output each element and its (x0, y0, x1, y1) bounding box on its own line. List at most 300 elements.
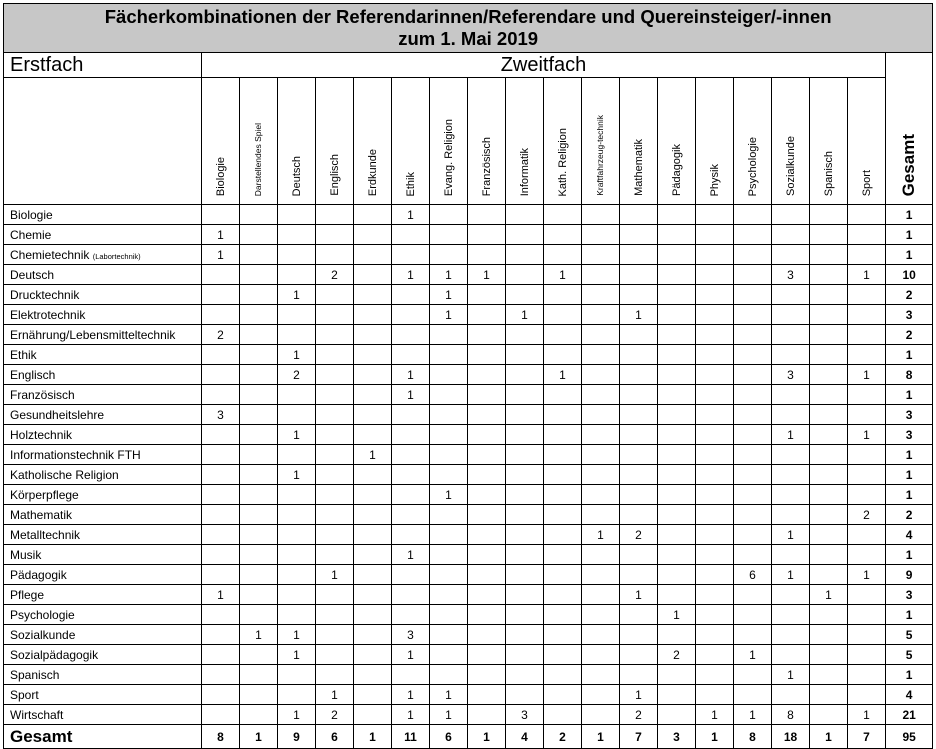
table-cell (392, 245, 430, 265)
table-cell (582, 325, 620, 345)
row-label-text: Sozialpädagogik (10, 647, 99, 662)
table-cell (734, 525, 772, 545)
table-cell (278, 205, 316, 225)
table-cell (544, 205, 582, 225)
table-cell (544, 425, 582, 445)
table-cell (582, 465, 620, 485)
table-cell (506, 625, 544, 645)
table-cell (240, 705, 278, 725)
table-row (4, 245, 933, 265)
table-cell: 2 (658, 645, 696, 665)
table-cell (696, 385, 734, 405)
table-cell (544, 605, 582, 625)
table-row (4, 585, 933, 605)
table-cell (544, 225, 582, 245)
table-cell (202, 545, 240, 565)
row-label-text: Wirtschaft (10, 707, 64, 722)
row-label-gesundheitslehre (4, 405, 202, 425)
table-cell (810, 205, 848, 225)
row-label-englisch (4, 365, 202, 385)
table-cell (620, 365, 658, 385)
table-cell (658, 585, 696, 605)
row-label-text: Holztechnik (10, 427, 73, 442)
table-cell (772, 345, 810, 365)
table-cell: 1 (772, 425, 810, 445)
column-header-label: Englisch (328, 154, 341, 196)
table-cell (430, 345, 468, 365)
table-cell (544, 465, 582, 485)
table-cell (544, 665, 582, 685)
table-cell: 1 (278, 425, 316, 445)
table-cell: 1 (392, 265, 430, 285)
table-cell (240, 345, 278, 365)
table-cell (658, 485, 696, 505)
table-cell (354, 225, 392, 245)
grand-total: 95 (886, 725, 933, 749)
table-cell: 1 (506, 305, 544, 325)
row-total: 1 (886, 245, 933, 265)
table-cell (658, 465, 696, 485)
table-cell (810, 325, 848, 345)
table-cell (430, 545, 468, 565)
table-row (4, 605, 933, 625)
table-cell (658, 425, 696, 445)
row-label-sport (4, 685, 202, 705)
table-cell (392, 405, 430, 425)
row-total: 1 (886, 545, 933, 565)
row-total: 1 (886, 385, 933, 405)
row-label-chemie (4, 225, 202, 245)
table-cell (468, 565, 506, 585)
table-cell (848, 665, 886, 685)
table-row (4, 485, 933, 505)
table-cell (468, 485, 506, 505)
table-cell (354, 505, 392, 525)
table-row (4, 205, 933, 225)
table-cell (316, 345, 354, 365)
table-cell (696, 245, 734, 265)
table-cell (430, 625, 468, 645)
table-cell (734, 425, 772, 445)
row-total: 4 (886, 685, 933, 705)
table-cell (316, 385, 354, 405)
table-cell: 1 (544, 365, 582, 385)
table-cell (430, 225, 468, 245)
table-cell (354, 305, 392, 325)
table-cell (506, 405, 544, 425)
table-cell (240, 565, 278, 585)
table-cell: 1 (430, 705, 468, 725)
table-cell (316, 245, 354, 265)
table-cell (772, 605, 810, 625)
table-cell (354, 645, 392, 665)
table-cell (582, 625, 620, 645)
table-cell (696, 605, 734, 625)
table-row (4, 505, 933, 525)
table-cell (468, 345, 506, 365)
table-cell (240, 265, 278, 285)
row-label-text: Informationstechnik FTH (10, 447, 141, 462)
table-cell: 1 (202, 245, 240, 265)
table-cell: 1 (278, 465, 316, 485)
table-cell (658, 445, 696, 465)
table-cell (506, 505, 544, 525)
table-cell: 1 (810, 585, 848, 605)
row-label-elektrotechnik (4, 305, 202, 325)
table-cell (772, 485, 810, 505)
table-cell (544, 545, 582, 565)
column-header-erdkunde (354, 78, 392, 205)
table-cell (582, 485, 620, 505)
table-cell (582, 605, 620, 625)
table-cell (544, 625, 582, 645)
table-row (4, 265, 933, 285)
table-cell (354, 385, 392, 405)
table-cell (810, 645, 848, 665)
table-cell (620, 225, 658, 245)
erstfach-header: Erstfach (4, 53, 202, 78)
table-cell (354, 425, 392, 445)
column-total: 9 (278, 725, 316, 749)
table-cell (848, 485, 886, 505)
table-cell (620, 205, 658, 225)
table-cell (620, 465, 658, 485)
table-cell (316, 505, 354, 525)
table-cell: 1 (202, 225, 240, 245)
column-header-kath-religion (544, 78, 582, 205)
table-cell (278, 245, 316, 265)
row-label-ethik (4, 345, 202, 365)
table-cell (620, 425, 658, 445)
table-cell (620, 545, 658, 565)
table-cell (506, 445, 544, 465)
table-cell (468, 365, 506, 385)
table-cell (734, 365, 772, 385)
table-cell (392, 585, 430, 605)
table-cell: 1 (658, 605, 696, 625)
gesamt-column-label: Gesamt (899, 133, 919, 196)
column-header-paedagogik (658, 78, 696, 205)
table-cell (620, 265, 658, 285)
table-cell (202, 305, 240, 325)
table-cell (468, 605, 506, 625)
table-cell (734, 325, 772, 345)
table-cell (392, 305, 430, 325)
table-cell (582, 565, 620, 585)
table-cell (506, 485, 544, 505)
table-cell (316, 285, 354, 305)
column-total: 1 (696, 725, 734, 749)
table-cell: 1 (392, 705, 430, 725)
table-cell (202, 385, 240, 405)
table-cell (430, 505, 468, 525)
row-total: 8 (886, 365, 933, 385)
table-cell (506, 525, 544, 545)
row-total: 5 (886, 625, 933, 645)
table-cell: 1 (392, 365, 430, 385)
table-cell (810, 565, 848, 585)
table-row (4, 665, 933, 685)
table-cell: 2 (620, 525, 658, 545)
column-total: 1 (240, 725, 278, 749)
table-cell (772, 325, 810, 345)
table-cell (848, 405, 886, 425)
table-cell (848, 385, 886, 405)
table-cell (316, 625, 354, 645)
table-cell (696, 625, 734, 645)
table-cell (468, 445, 506, 465)
table-cell (354, 265, 392, 285)
table-cell (316, 605, 354, 625)
column-header-deutsch (278, 78, 316, 205)
table-cell (468, 385, 506, 405)
table-cell (354, 365, 392, 385)
table-cell (544, 325, 582, 345)
table-cell (658, 245, 696, 265)
combination-table (3, 3, 933, 749)
table-cell (810, 625, 848, 645)
row-total: 1 (886, 345, 933, 365)
table-cell (202, 565, 240, 585)
table-row (4, 385, 933, 405)
row-total: 21 (886, 705, 933, 725)
table-cell (430, 385, 468, 405)
table-cell (278, 605, 316, 625)
row-label-text: Körperpflege (10, 487, 79, 502)
table-cell (772, 405, 810, 425)
table-cell (848, 245, 886, 265)
row-label-text: Musik (10, 547, 42, 562)
table-cell (696, 265, 734, 285)
table-cell (810, 505, 848, 525)
column-header-label: Deutsch (290, 155, 303, 196)
table-cell (430, 405, 468, 425)
table-row (4, 305, 933, 325)
row-label-text: Ernährung/Lebensmitteltechnik (10, 327, 176, 342)
table-cell (506, 585, 544, 605)
table-cell (240, 405, 278, 425)
table-cell (848, 225, 886, 245)
row-label-text: Pflege (10, 587, 45, 602)
table-cell (468, 205, 506, 225)
table-cell: 1 (392, 385, 430, 405)
table-cell (810, 465, 848, 485)
row-label-sozialkunde (4, 625, 202, 645)
column-header-evang-religion (430, 78, 468, 205)
table-cell: 1 (202, 585, 240, 605)
table-cell: 1 (430, 685, 468, 705)
table-cell (810, 525, 848, 545)
table-cell (620, 345, 658, 365)
row-total: 1 (886, 605, 933, 625)
table-cell (430, 585, 468, 605)
table-cell (810, 545, 848, 565)
table-cell (354, 565, 392, 585)
table-cell (240, 525, 278, 545)
table-cell (734, 385, 772, 405)
table-cell (734, 605, 772, 625)
table-cell (772, 505, 810, 525)
table-cell (658, 325, 696, 345)
table-cell (506, 605, 544, 625)
table-cell: 1 (392, 545, 430, 565)
title-line-1: Fächerkombinationen der Referendarinnen/Referendare und Quereinsteiger/-innen (104, 6, 832, 27)
column-total: 1 (468, 725, 506, 749)
table-cell (316, 545, 354, 565)
table-cell (240, 485, 278, 505)
table-cell (696, 645, 734, 665)
table-cell (696, 665, 734, 685)
row-total: 3 (886, 425, 933, 445)
table-cell (544, 525, 582, 545)
column-header-label: Mathematik (632, 139, 645, 196)
table-cell (392, 425, 430, 445)
row-total: 1 (886, 445, 933, 465)
table-cell (582, 305, 620, 325)
erstfach-blank-cell (4, 78, 202, 205)
column-header-ethik (392, 78, 430, 205)
table-cell (392, 665, 430, 685)
table-row (4, 365, 933, 385)
table-cell: 1 (240, 625, 278, 645)
table-cell: 1 (316, 685, 354, 705)
table-cell (316, 365, 354, 385)
table-row (4, 525, 933, 545)
table-cell (810, 245, 848, 265)
row-label-text: Elektrotechnik (10, 307, 86, 322)
table-cell: 1 (848, 365, 886, 385)
table-row (4, 645, 933, 665)
table-cell (506, 665, 544, 685)
table-cell (734, 665, 772, 685)
column-total: 8 (734, 725, 772, 749)
row-total: 10 (886, 265, 933, 285)
row-total: 1 (886, 205, 933, 225)
table-cell (810, 225, 848, 245)
table-cell (582, 645, 620, 665)
table-cell (848, 685, 886, 705)
table-cell (202, 505, 240, 525)
row-label-metalltechnik (4, 525, 202, 545)
table-cell (468, 525, 506, 545)
row-label-text: Chemietechnik (10, 247, 93, 262)
column-header-label: Biologie (214, 156, 227, 196)
table-cell (658, 625, 696, 645)
table-cell (734, 265, 772, 285)
table-cell (620, 665, 658, 685)
table-cell (240, 425, 278, 445)
table-cell (240, 225, 278, 245)
table-cell (240, 385, 278, 405)
table-cell (734, 625, 772, 645)
column-total: 11 (392, 725, 430, 749)
table-cell (734, 545, 772, 565)
gesamt-column-header (886, 53, 933, 205)
table-cell (506, 245, 544, 265)
table-cell: 6 (734, 565, 772, 585)
table-cell (696, 465, 734, 485)
table-cell: 1 (620, 305, 658, 325)
table-cell (810, 365, 848, 385)
table-cell (468, 285, 506, 305)
table-cell: 3 (202, 405, 240, 425)
table-cell (696, 325, 734, 345)
table-cell (544, 685, 582, 705)
table-cell (658, 305, 696, 325)
table-cell (848, 645, 886, 665)
column-header-label: Französisch (480, 136, 493, 196)
table-cell (658, 225, 696, 245)
table-cell (316, 205, 354, 225)
table-cell (544, 445, 582, 465)
table-cell: 8 (772, 705, 810, 725)
table-cell (278, 685, 316, 705)
table-cell (506, 465, 544, 485)
table-cell: 2 (202, 325, 240, 345)
table-cell: 1 (392, 205, 430, 225)
table-cell: 1 (544, 265, 582, 285)
table-cell: 1 (430, 265, 468, 285)
table-cell (696, 345, 734, 365)
table-cell (278, 405, 316, 425)
table-cell (506, 285, 544, 305)
table-cell: 1 (468, 265, 506, 285)
table-cell (696, 685, 734, 705)
table-cell (354, 205, 392, 225)
column-header-sport (848, 78, 886, 205)
table-cell: 1 (734, 705, 772, 725)
table-cell (810, 305, 848, 325)
table-cell (810, 265, 848, 285)
table-cell: 1 (430, 485, 468, 505)
table-cell (202, 525, 240, 545)
table-cell (506, 345, 544, 365)
table-cell (620, 605, 658, 625)
column-total: 1 (582, 725, 620, 749)
table-cell (810, 665, 848, 685)
table-cell (620, 565, 658, 585)
table-cell (696, 365, 734, 385)
table-cell (354, 345, 392, 365)
column-header-sozialkunde (772, 78, 810, 205)
row-label-text: Deutsch (10, 267, 55, 282)
row-label-biologie (4, 205, 202, 225)
row-label-text: Mathematik (10, 507, 73, 522)
table-cell: 1 (316, 565, 354, 585)
table-cell (696, 565, 734, 585)
row-total: 9 (886, 565, 933, 585)
row-label-text: Gesundheitslehre (10, 407, 105, 422)
table-cell: 1 (430, 285, 468, 305)
table-cell (240, 545, 278, 565)
table-cell (430, 425, 468, 445)
table-cell (354, 325, 392, 345)
table-cell (620, 485, 658, 505)
table-cell (430, 465, 468, 485)
row-label-text: Drucktechnik (10, 287, 80, 302)
table-cell (620, 385, 658, 405)
table-cell (810, 705, 848, 725)
table-cell: 1 (430, 305, 468, 325)
table-row (4, 705, 933, 725)
row-label-mathematik (4, 505, 202, 525)
table-cell (544, 405, 582, 425)
table-cell (506, 325, 544, 345)
table-cell (658, 565, 696, 585)
table-cell (506, 645, 544, 665)
table-row (4, 345, 933, 365)
row-label-holztechnik (4, 425, 202, 445)
